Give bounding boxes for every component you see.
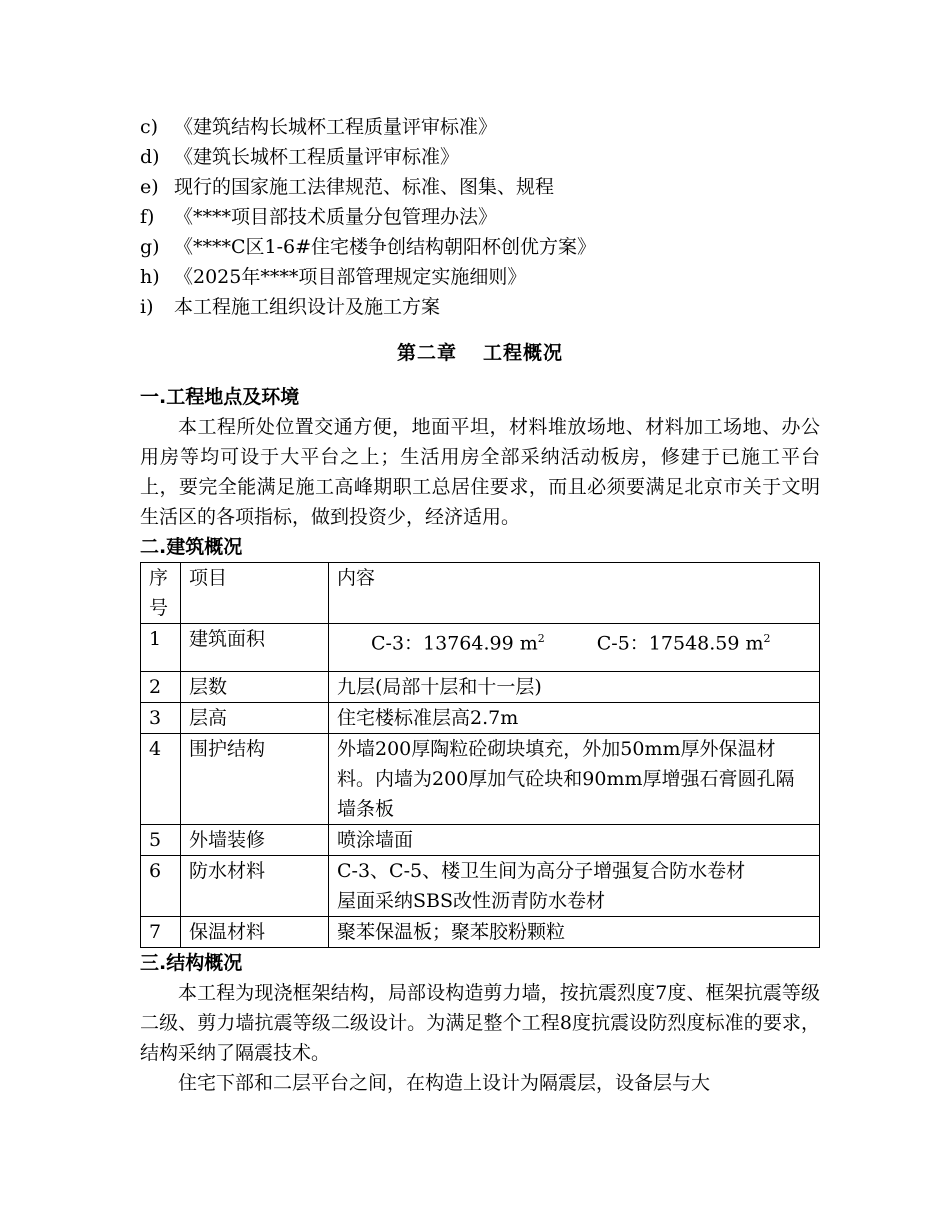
- table-row: [141, 672, 820, 703]
- reference-letter: h): [140, 266, 160, 288]
- area-c3: C-3：13764.99 m: [371, 632, 538, 655]
- cell-item: 保温材料: [181, 917, 329, 948]
- reference-item: [140, 262, 820, 292]
- cell-content: [329, 856, 820, 917]
- cell-no: 5: [141, 825, 181, 856]
- chapter-title: 工程概况: [483, 342, 564, 364]
- reference-item: [140, 112, 820, 142]
- cell-item: 外墙装修: [181, 825, 329, 856]
- reference-item: [140, 142, 820, 172]
- area-c5: C-5：17548.59 m: [596, 632, 764, 655]
- cell-content: 外墙200厚陶粒砼砌块填充，外加50mm厚外保温材料。内墙为200厚加气砼块和90mm厚增强石膏圆孔隔墙条板: [329, 734, 820, 825]
- cell-no: 1: [141, 624, 181, 672]
- table-row: [141, 825, 820, 856]
- location-paragraph: 本工程所处位置交通方便，地面平坦，材料堆放场地、材料加工场地、办公用房等均可设于大平台之上；生活用房全部采纳活动板房，修建于已施工平台上，要完全能满足施工高峰期职工总居住要求，而且必须要满足北京市关于文明生活区的各项指标，做到投资少，经济适用。: [140, 416, 820, 528]
- cell-no: 2: [141, 672, 181, 703]
- table-row: [141, 703, 820, 734]
- cell-item: 层数: [181, 672, 329, 703]
- reference-text: 《建筑结构长城杯工程质量评审标准》: [174, 116, 498, 138]
- reference-text: 本工程施工组织设计及施工方案: [174, 296, 441, 318]
- structure-paragraph: 住宅下部和二层平台之间，在构造上设计为隔震层，设备层与大: [178, 1072, 711, 1094]
- section-heading-location: 一.工程地点及环境: [140, 386, 300, 408]
- section-heading-structure: 三.结构概况: [140, 952, 243, 974]
- table-row: [141, 734, 820, 825]
- table-row: [141, 856, 820, 917]
- header-content: 内容: [329, 563, 820, 624]
- cell-item: 防水材料: [181, 856, 329, 917]
- reference-list: [140, 112, 820, 322]
- reference-text: 《****项目部技术质量分包管理办法》: [174, 206, 498, 228]
- cell-no: 6: [141, 856, 181, 917]
- reference-item: [140, 232, 820, 262]
- content-line: C-3、C-5、楼卫生间为高分子增强复合防水卷材: [337, 860, 746, 882]
- reference-letter: c): [140, 116, 159, 138]
- header-no: 序号: [141, 563, 181, 624]
- table-row: [141, 624, 820, 672]
- cell-item: 围护结构: [181, 734, 329, 825]
- area-unit-sup: 2: [537, 632, 545, 645]
- cell-item: 建筑面积: [181, 624, 329, 672]
- cell-no: 3: [141, 703, 181, 734]
- reference-letter: i): [140, 296, 154, 318]
- reference-letter: f): [140, 206, 155, 228]
- reference-letter: d): [140, 146, 160, 168]
- document-page: [140, 112, 820, 1098]
- reference-text: 《建筑长城杯工程质量评审标准》: [174, 146, 460, 168]
- building-overview-table: [140, 562, 820, 948]
- chapter-heading: [140, 336, 820, 370]
- content-line: 屋面采纳SBS改性沥青防水卷材: [337, 890, 605, 912]
- structure-paragraph: 本工程为现浇框架结构，局部设构造剪力墙，按抗震烈度7度、框架抗震等级二级、剪力墙抗震等级二级设计。为满足整个工程8度抗震设防烈度标准的要求，结构采纳了隔震技术。: [140, 982, 820, 1064]
- cell-no: 4: [141, 734, 181, 825]
- reference-item: [140, 292, 820, 322]
- cell-content: 住宅楼标准层高2.7m: [329, 703, 820, 734]
- area-unit-sup: 2: [763, 632, 771, 645]
- reference-item: [140, 202, 820, 232]
- table-row: [141, 917, 820, 948]
- cell-no: 7: [141, 917, 181, 948]
- reference-text: 《2025年****项目部管理规定实施细则》: [174, 266, 527, 288]
- section-heading-building: 二.建筑概况: [140, 536, 243, 558]
- cell-content: 聚苯保温板；聚苯胶粉颗粒: [329, 917, 820, 948]
- cell-item: 层高: [181, 703, 329, 734]
- chapter-number: 第二章: [396, 342, 457, 364]
- reference-text: 《****C区1-6#住宅楼争创结构朝阳杯创优方案》: [174, 236, 597, 258]
- cell-content: [329, 624, 820, 672]
- table-header-row: [141, 563, 820, 624]
- cell-content: 九层(局部十层和十一层): [329, 672, 820, 703]
- cell-content: 喷涂墙面: [329, 825, 820, 856]
- reference-text: 现行的国家施工法律规范、标准、图集、规程: [174, 176, 555, 198]
- reference-letter: e): [140, 176, 159, 198]
- header-item: 项目: [181, 563, 329, 624]
- reference-letter: g): [140, 236, 160, 258]
- reference-item: [140, 172, 820, 202]
